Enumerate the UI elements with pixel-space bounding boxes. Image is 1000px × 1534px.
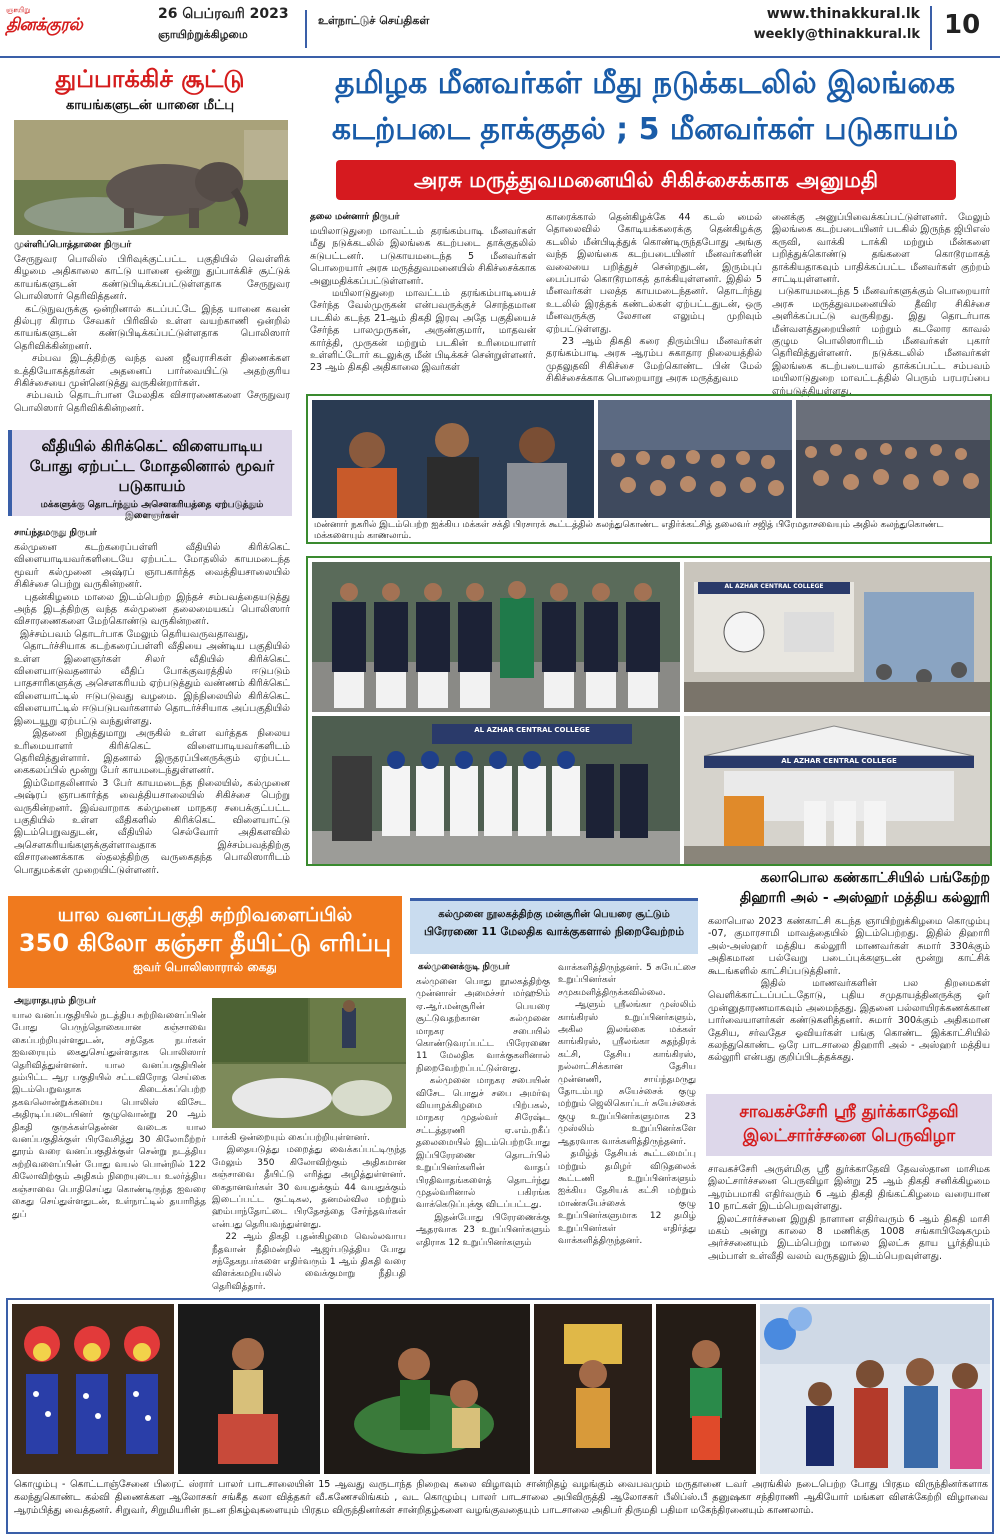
elephant-subheadline: காயங்களுடன் யானை மீட்பு xyxy=(65,98,235,113)
header-date: 26 பெப்ரவரி 2023 xyxy=(158,6,289,22)
kalmunai-col2: வாக்களித்திருந்தனர். 5 சுயேட்சை உறுப்பினர்கள் சமுகமளித்திருக்கவில்லை. ஆளும் ஸ்ரீலங்கா முஸ்லிம் காங்கிரஸ் உறுப்பினர்களும், அகில இலங்கை மக்கள் காங்கிரஸ், ஸ்ரீலங்கா சுதந்திரக் கட்சி, தேசிய காங்கிரஸ், நல்லாட்சிக்கான தேசிய முன்னணி, சாய்ந்தமருது தோடம்பழ சுயேச்சைக் குழு மற்றும் ஜெலிகொப்டர் சுயேச்சைக் குழு உறுப்பினர்களுமாக 23 முஸ்லிம் உறுப்பினர்களே ஆதரவாக வாக்களித்திருந்தனர். தமிழ்த் தேசியக் கூட்டமைப்பு மற்றும் தமிழர் விடுதலைக் கூட்டணி உறுப்பினர்களும் ஐக்கிய தேசியக் கட்சி மற்றும் மாண்சுயேச்சைக் குழு உறுப்பினர்களுமாக 12 தமிழ் உறுப்பினர்கள் எதிர்த்து வாக்களித்திருந்தனர். xyxy=(558,963,696,1246)
mannar-photo-box xyxy=(306,394,992,544)
email-link[interactable]: weekly@thinakkural.lk xyxy=(753,27,920,42)
cannabis-col1: யால வனப்பகுதியில் நடத்திய சுற்றிவளைப்பின் போது பெருந்தொகையான கஞ்சாவை கைப்பற்றியுள்ளதுடன், சந்தேக நபர்கள் ஐவரையும் கைதுசெய்துள்ளதாக பொலிஸார் தெரிவித்துள்ளனர். யால வனப்பகுதியின் தம்பிட்ட ஆர பகுதியில் சட்டவிரோத செய்கை இடம்பெறுவதாக கிடைக்கப்பெற்ற தகவலொன்றுக்கமைய பொலிஸ் விசேட அதிரடிப்படையினர் குழுவொன்று 20 ஆம் திகதி குருக்கள்தென்ன வடைக யால வனப்பகுதிக்குள் பிரவேசித்து 30 கிலோமீற்றர் தூரம் வரை வனப்பகுதிக்குள் சென்று நடத்திய சுற்றிவளைப்பின் போது வயல் பொன்றில் 122 கிலோவிற்கும் அதிகம் நிறையுடைய உலர்த்திய கஞ்சாவை பொதிசெய்து கொண்டிருந்த ஐவரை கைது செய்துள்ளதுடன், உள்நாட்டில் தயாரித்த துப் xyxy=(12,1011,209,1220)
elephant-body: சேருநுவர பொலிஸ் பிரிவுக்குட்பட்ட பகுதியில் வெள்ளிக் கிழமை அதிகாலை காட்டு யானை ஒன்று துப்பாக்கிச் சூட்டுக் காயங்களுடன் கண்டுபிடிக்கப்பட்டுள்ளதாக சேருநுவர பொலிஸார் தெரிவித்தனர். கட்டுநுவருக்கு ஒன்றினால் கடப்பட்டே இந்த யானை கவன் தில்புர கிராம சேவகர் பிரிவில் உள்ள வயற்காணி ஒன்றில் காயங்களுடன் கண்டுபிடிக்கப்பட்டுள்ளதாக பொலிஸார் தெரிவிக்கின்றனர். சம்பவ இடத்திற்கு வந்த வன ஜீவராசிகள் திணைக்கள உத்தியோகத்தர்கள் அதனைப் பார்வையிட்டு அதற்குரிய சிகிச்சையை முன்னெடுத்து வருகின்றார்கள். சம்பவம் தொடர்பான மேலதிக விசாரணைகளை சேருநுவர பொலிஸார் தெரிவிக்கின்றனர். xyxy=(14,254,290,414)
website-link[interactable]: www.thinakkural.lk xyxy=(766,6,920,22)
fishermen-col3: னைக்கு அனுப்பிவைக்கப்பட்டுள்ளனர். மேலும் இலங்கை கடற்படையினர் படகில் இருந்த ஜிபிஎஸ் கருவி, வாக்கி டாக்கி மற்றும் மீன்களை பறித்துக்கொண்டு தங்களை கொடூரமாகத் தாக்கியதாகவும் பாதிக்கப்பட்ட மீனவர்கள் குற்றம் சாட்டியுள்ளனர். படுகாயமடைந்த 5 மீனவர்களுக்கும் பொறையார் அரசு மருத்துவமனையில் தீவிர சிகிச்சை அளிக்கப்பட்டு வருகிறது. இது தொடர்பாக மீன்வளத்துறையினர் மற்றும் கடலோர காவல் குழும பொலிஸாரிடம் மீனவர்கள் புகார் தெரிவித்துள்ளனர். நடுக்கடலில் மீனவர்கள் இலங்கை கடற்படையால் தாக்கப்பட்ட சம்பவம் மயிலாடுதுறை மாவட்டத்தில் பெரும் பரபரப்பை ஏற்படுத்தியுள்ளது. xyxy=(772,212,990,397)
fishermen-col2: காரைக்கால் தென்கிழக்கே 44 கடல் மைல் தொலைவில் கோடியக்கரைக்கு தென்கிழக்கு கடலில் மீன்பிடித்துக் கொண்டிருந்தபோது அங்கு வந்த இலங்கை கடற்படையினர் மீனவர்களின் வலையை பறித்துச் சென்றதுடன், இரும்புப் பைப்பால் கொடூரமாகத் தாக்கியுள்ளனர். இதில் 5 மீனவர்கள் பலத்த காயமடைந்தனர். தொடர்ந்து உடலில் இரத்தக் கண்டல்கள் ஏற்பட்டதுடன், ஒரு மீனவருக்கு லேசான எலும்பு முறிவும் ஏற்பட்டுள்ளது. 23 ஆம் திகதி கரை திரும்பிய மீனவர்கள் தரங்கம்பாடி அரசு ஆரம்ப சுகாதார நிலையத்தில் முதலுதவி சிகிச்சை மேற்கொண்ட பின் மேல் சிகிச்சைக்காக பொறையாறு அரசு மருத்துவம xyxy=(546,212,762,385)
logo-text: தினக்குரல் xyxy=(6,15,83,35)
forest-photo xyxy=(212,998,406,1128)
temple-box xyxy=(706,1094,992,1156)
kalmunai-col1: கல்முனை பொது நூலகத்திற்கு முன்னாள் அமைச்சர் மர்ஹூம் ஏ.ஆர்.மன்சூரின் பெயரை சூட்டுவதற்கான கல்முனை மாநகர சபையில் கொண்டுவரப்பட்ட பிரேரணை 11 மேலதிக வாக்குகளினால் நிறைவேற்றப்பட்டுள்ளது. கல்முனை மாநகர சபையின் விசேட பொதுச் சபை அமர்வு வியாழக்கிழமை பிற்பகல், மாநகர முதல்வர் சிரேஷ்ட சட்டத்தரணி ஏ.எம்.றகீப் தலைமையில் இடம்பெற்றபோது இப்பிரேரணை தொடர்பில் உறுப்பினர்களின் வாதப் பிரதிவாதங்களைத் தொடர்ந்து முதல்வரினால் பகிரங்க வாக்கெடுப்புக்கு விடப்பட்டது. இதன்போது பிரேரணைக்கு ஆதரவாக 23 உறுப்பினர்களும் எதிராக 12 உறுப்பினர்களும் xyxy=(416,977,550,1248)
cannabis-byline: அநுராதபுரம் நிருபர் xyxy=(14,996,96,1006)
fishermen-col1: மயிலாடுதுறை மாவட்டம் தரங்கம்பாடி மீனவர்கள் மீது நடுக்கடலில் இலங்கை கடற்படை தாக்குதலில் சுடுபட்டனர். படுகாயமடைந்த 5 மீனவர்கள் பொறையார் அரசு மருத்துவமனையில் சிகிச்சைக்காக அனுமதிக்கப்பட்டுள்ளனர். மயிலாடுதுறை மாவட்டம் தரங்கம்பாடியைச் சேர்ந்த வேல்முருகன் என்பவருக்குச் சொந்தமான படகில் கடந்த 21ஆம் திகதி இரவு அதே பகுதியைச் சேர்ந்த பாலமுருகன், அருண்குமார், மாதவன் கார்த்தி, முருகன் மற்றும் படகின் உரிமையாளர் உள்ளிட்டோர் கடலுக்கு மீன் பிடிக்கச் சென்றுள்ளனர். 23 ஆம் திகதி அதிகாலை இவர்கள் xyxy=(310,226,536,374)
cannabis-headline-line1: யால வனப்பகுதி சுற்றிவளைப்பில் xyxy=(57,904,353,926)
mannar-photo-caption: மன்னார் நகரில் இடம்பெற்ற ஐக்கிய மக்கள் சக்தி பிரசாரக் கூட்டத்தில் கலந்துகொண்ட எதிர்க்கட்சித் தலைவர் சஜித் பிரேமதாசவையும் அதில் கலந்துகொண்ட மக்களையும் காணலாம். xyxy=(314,520,944,541)
temple-headline-line1: சாவகச்சேரி ஸ்ரீ துர்க்காதேவி xyxy=(739,1102,959,1122)
logo-small-text: ஞாயிறு xyxy=(6,6,31,14)
cannabis-subheadline: ஐவர் பொலிஸாரால் கைது xyxy=(133,960,277,974)
kalmunai-byline: கல்முனைக்குடி நிருபர் xyxy=(418,962,510,972)
kids-dance-photo xyxy=(12,1304,174,1474)
cricket-body: கல்முனை கடற்கரைப்பள்ளி வீதியில் கிரிக்கெட் விளையாடியவர்களிடையே ஏற்பட்ட மோதலில் காயமடைந்த மூவர் கல்முனை அஷ்ரப் ஞாபகார்த்த வைத்தியசாலையில் சிகிச்சை பெற்று வருகின்றனர். புதன்கிழமை மாலை இடம்பெற்ற இந்தச் சம்பவத்தையடுத்து அந்த இடத்திற்கு வந்த கல்முனை தலைமையகப் பொலிஸார் விசாரணைகளை மேற்கொண்டு வருகின்றனர். இச்சம்பவம் தொடர்பாக மேலும் தெரியவருவதாவது, தொடர்ச்சியாக கடற்கரைப்பள்ளி வீதியை அண்டிய பகுதியில் உள்ள இளைஞர்கள் சிலர் வீதியில் கிரிக்கெட் விளையாடுவதனால் வீதிப் போக்குவரத்தில் ஈடுபடும் பாதசாரிகளுக்கு அசௌகரியம் ஏற்படுத்தும் வண்ணம் கிரிக்கெட் விளையாட்டில் ஈடுபடுவது வழமை. இந்நிலையில் கிரிக்கெட் விளையாட்டில் ஈடுபடுபவர்களால் தொடர்ச்சியாக அப்பகுதியில் இடையூறு ஏற்பட்டு வந்துள்ளது. இதனை நிறுத்துமாறு அருகில் உள்ள வர்த்தக நிலைய உரிமையாளர் கிரிக்கெட் விளையாடியவர்களிடம் தெரிவித்துள்ளார். இதனால் இருதரப்பினருக்கும் ஏற்பட்ட கைகலப்பில் மூன்று பேர் காயமடைந்துள்ளனர். இம்மோதலினால் 3 பேர் காயமடைந்த நிலையில், கல்முனை அஷ்ரப் ஞாபகார்த்த வைத்தியசாலையில் சிகிச்சை பெற்று வருகின்றனர். இவ்வாறாக கல்முனை மாநகர சபைக்குட்பட்ட பகுதியில் உள்ள வீதிகளில் கிரிக்கெட் விளையாட்டு இடம்பெறுவதுடன், வீதியில் செல்வோர் அதிகளவில் அசௌகரியங்களுக்குள்ளாவதாக இச்சம்பவத்திற்கு விசாரணைக்காக ஸ்தலத்திற்கு வருகைதந்த பொலிஸாரிடம் பொதுமக்கள் முறையிட்டுள்ளனர். xyxy=(14,542,290,876)
elephant-byline: முள்ளிப்பொத்தானை நிருபர் xyxy=(14,240,132,250)
cricket-subheadline: மக்களுக்கு தொடர்ந்தும் அசௌகரியத்தை ஏற்படுத்தும் இளைஞர்கள் xyxy=(40,500,264,521)
kids-dance-photo-5 xyxy=(656,1304,756,1474)
cannabis-banner xyxy=(8,896,402,988)
certificate-photo xyxy=(760,1304,990,1474)
school-headline-line1: கலாபொல கண்காட்சியில் பங்கேற்ற xyxy=(760,870,990,886)
cricket-byline: சாய்ந்தமருது நிருபர் xyxy=(14,528,97,538)
exhibition-photo xyxy=(684,562,990,712)
students-photo xyxy=(312,562,680,712)
kids-dance-photo-2 xyxy=(178,1304,320,1474)
bottom-photo-caption: கொழும்பு - கொட்டாஞ்சேனை பிரைட் ஸ்ரார் பாலர் பாடசாலையின் 15 ஆவது வருடாந்த நிறைவு கலை விழாவும் சான்றிதழ் வழங்கும் வைபவமும் மருதானை டவர் அரங்கில் நடைபெற்ற போது பிரதம விருந்தினர்களாக கலந்துகொண்ட கல்வி திணைக்கள ஆலோசகர் சங்கீத கலா வித்தகர் வீ.கணேசலிங்கம் , வட கொழும்பு பாலர் பாடசாலை அபிவிருத்தி ஆலோசகர் பீலிப்ஸ்.பீ தனுஷகா சந்திராணி ஆகியோர் மங்கள விளக்கேற்றி விழாவை ஆரம்பித்து வைத்தனர். சிறுவர், சிறுமியரின் நடன நிகழ்வுகளையும் பிரதம விருந்தினர்கள் சான்றிதழ்களை வழங்குவதையும் பாடசாலை அதிபர் திருமதி பதிமா மகேந்திரனையும் காணலாம். xyxy=(14,1479,988,1516)
temple-body: சாவகச்சேரி அருள்மிகு ஸ்ரீ துர்க்காதேவி தேவஸ்தான மாசிமக இலட்சார்ச்சனை பெருவிழா இன்று 25 ஆம் திகதி சனிக்கிழமை ஆரம்பமாகி எதிர்வரும் 6 ஆம் திகதி திங்கட்கிழமை வரையான 10 நாட்கள் இடம்பெறவுள்ளது. இலட்சார்ச்சனை இறுதி நாளான எதிர்வரும் 6 ஆம் திகதி மாசி மகம் அன்று காலை 8 மணிக்கு 1008 சங்காபிஷேகமும் அர்ச்சனையும் இடம்பெற்று மாலை இலட்சு தாய பூர்த்தியும் அம்பாள் உள்வீதி வலம் வருதலும் இடம்பெறவுள்ளது. xyxy=(708,1164,990,1262)
bottom-photo-strip xyxy=(6,1298,994,1534)
cricket-headline: வீதியில் கிரிக்கெட் விளையாடிய போது ஏற்பட்ட மோதலினால் மூவர் படுகாயம் xyxy=(29,437,275,495)
exhibition-banner-text: AL AZHAR CENTRAL COLLEGE xyxy=(724,583,824,590)
college-banner-text: AL AZHAR CENTRAL COLLEGE xyxy=(474,726,590,734)
kids-dance-photo-3 xyxy=(324,1304,530,1474)
header-divider xyxy=(305,10,307,48)
crowd-photo xyxy=(598,400,792,518)
kalmunai-box xyxy=(410,898,698,954)
crowd-photo-2 xyxy=(796,400,990,518)
fishermen-byline: தலை மன்னார் நிருபர் xyxy=(310,212,400,222)
school-photo-box xyxy=(306,556,992,866)
page-number: 10 xyxy=(944,10,981,40)
elephant-headline: துப்பாக்கிச் சூட்டு xyxy=(55,65,245,93)
kalmunai-headline-line2: பிரேரணை 11 மேலதிக வாக்குகளால் நிறைவேற்றம் xyxy=(423,925,685,938)
kalmunai-headline-line1: கல்முனை நூலகத்திற்கு மன்சூரின் பெயரை சூட்டும் xyxy=(438,909,670,920)
fishermen-headline-line1: தமிழக மீனவர்கள் மீது நடுக்கடலில் இலங்கை xyxy=(334,66,956,101)
masthead xyxy=(0,0,1000,58)
temple-headline-line2: இலட்சார்ச்சனை பெருவிழா xyxy=(742,1126,956,1146)
fishermen-banner: அரசு மருத்துவமனையில் சிகிச்சைக்காக அனுமதி xyxy=(336,160,956,200)
logo xyxy=(6,6,106,46)
kids-dance-photo-4 xyxy=(534,1304,652,1474)
school-headline-line2: திஹாரி அல் - அஸ்ஹர் மத்திய கல்லூரி xyxy=(739,890,990,906)
header-divider-right xyxy=(930,6,932,50)
exhibition-banner-text-2: AL AZHAR CENTRAL COLLEGE xyxy=(781,757,897,765)
school-body: கலாபொல 2023 கண்காட்சி கடந்த ஞாயிற்றுக்கிழமை கொழும்பு -07, குமாரசாமி மாவத்தையில் இடம்பெற்றது. இதில் திஹாரி அல்-அஸ்ஹர் மத்திய கல்லூரி மாணவர்கள் சுமார் 330க்கும் அதிகமான பல்வேறு படைப்புக்களுடன் மூன்று காட்சிக் கூடங்களில் காட்சிப்படுத்தினர். இதில் மாணவர்களின் பல திறமைகள் வெளிக்காட்டப்பட்டதோடு, புதிய சமுதாயத்தினருக்கு ஓர் முன்னுதாரணமாகவும் அமைந்தது. இதனை பல்லாயிரக்கணக்கான பார்வையாளர்கள் கண்டுகளித்தனர். சுமார் 300க்கும் அதிகமான தேசிய, சர்வதேச ஓவியர்கள் பங்கு கொண்ட இக்காட்சியில் கலந்துகொண்ட ஒரே பாடசாலை திஹாரி அல் - அஸ்ஹர் மத்திய கல்லூரி என்பது குறிப்பிடத்தக்கது. xyxy=(708,916,990,1064)
header-day: ஞாயிற்றுக்கிழமை xyxy=(158,28,248,41)
section-label: உள்நாட்டுச் செய்திகள் xyxy=(318,14,430,27)
fishermen-headline-line2: கடற்படை தாக்குதல் ; 5 மீனவர்கள் படுகாயம் xyxy=(331,112,959,147)
students-photo-2 xyxy=(312,716,680,864)
cannabis-col2: பாக்கி ஒன்றையும் கைப்பற்றியுள்ளனர். இதையடுத்து மறைத்து வைக்கப்பட்டிருந்த மேலும் 350 கிலோவிற்கும் அதிகமான கஞ்சாவை தீயிட்டு எரித்து அழித்துள்ளனர். கைதானவர்கள் 30 வயதுக்கும் 44 வயதுக்கும் இடைப்பட்ட குட்டிகல, தனமல்வில மற்றும் ஹம்பாந்தோட்டை பிரதேசத்தை சேர்ந்தவர்கள் என்பது தெரியவந்துள்ளது. 22 ஆம் திகதி புதன்கிழமை வெல்லவாய நீதவான் நீதிமன்றில் ஆஜர்படுத்திய போது சந்தேகநபர்களை எதிர்வரும் 1 ஆம் திகதி வரை விளக்கமறியலில் வைக்குமாறு நீதிபதி தெரிவித்தார். xyxy=(212,1133,406,1292)
exhibition-photo-2 xyxy=(684,716,990,864)
cannabis-headline-line2: 350 கிலோ கஞ்சா தீயிட்டு எரிப்பு xyxy=(18,929,392,957)
elephant-photo xyxy=(14,120,288,235)
cricket-box xyxy=(8,430,292,521)
politician-photo xyxy=(312,400,594,518)
